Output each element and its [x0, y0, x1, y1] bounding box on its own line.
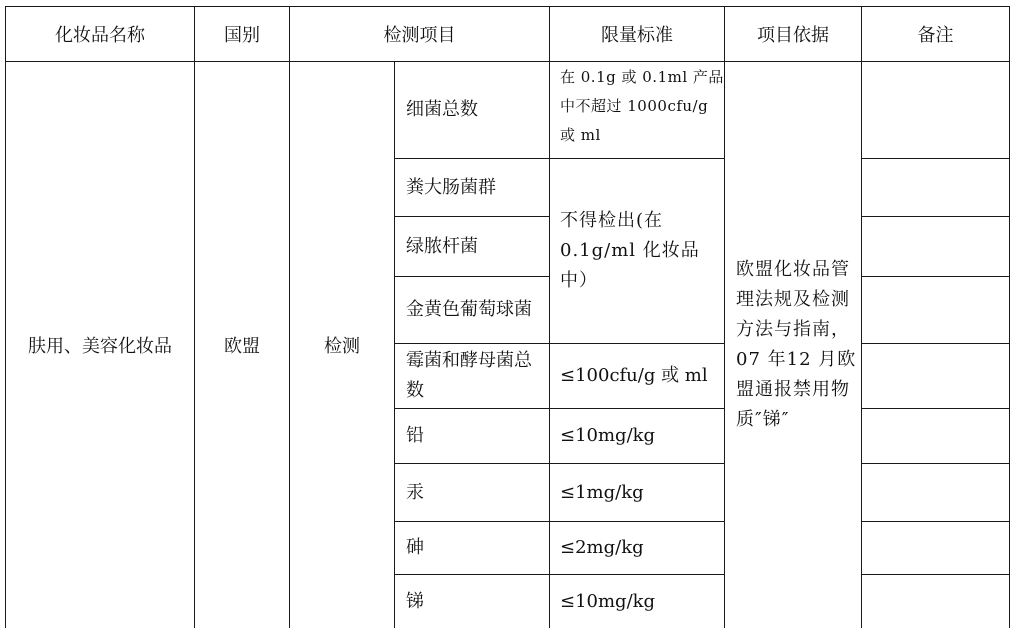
header-row — [6, 7, 1010, 62]
item-cell: 金黄色葡萄球菌 — [395, 277, 550, 344]
basis-cell: 欧盟化妆品管理法规及检测方法与指南，07 年12 月欧盟通报禁用物质″锑″ — [725, 62, 862, 629]
item-cell: 砷 — [395, 522, 550, 575]
note-cell — [862, 464, 1010, 522]
country-cell: 欧盟 — [195, 62, 290, 629]
item-cell: 粪大肠菌群 — [395, 159, 550, 217]
note-cell — [862, 217, 1010, 277]
category-cell: 检测 — [290, 62, 395, 629]
limit-cell: 在 0.1g 或 0.1ml 产品中不超过 1000cfu/g 或 ml — [550, 62, 725, 159]
header-test-item: 检测项目 — [290, 7, 550, 62]
note-cell — [862, 409, 1010, 464]
limit-cell: ≤100cfu/g 或 ml — [550, 344, 725, 409]
limit-cell: ≤10mg/kg — [550, 409, 725, 464]
product-name-cell: 肤用、美容化妆品 — [6, 62, 195, 629]
note-cell — [862, 344, 1010, 409]
header-note: 备注 — [862, 7, 1010, 62]
item-cell: 细菌总数 — [395, 62, 550, 159]
item-cell: 汞 — [395, 464, 550, 522]
limit-cell: ≤2mg/kg — [550, 522, 725, 575]
item-cell: 铅 — [395, 409, 550, 464]
note-cell — [862, 575, 1010, 629]
cosmetics-standard-table — [5, 6, 1010, 629]
header-basis: 项目依据 — [725, 7, 862, 62]
item-cell: 锑 — [395, 575, 550, 629]
limit-cell: ≤10mg/kg — [550, 575, 725, 629]
header-country: 国别 — [195, 7, 290, 62]
limit-cell: ≤1mg/kg — [550, 464, 725, 522]
merged-limit-cell: 不得检出(在 0.1g/ml 化妆品中） — [550, 159, 725, 344]
header-product-name: 化妆品名称 — [6, 7, 195, 62]
note-cell — [862, 159, 1010, 217]
item-cell: 绿脓杆菌 — [395, 217, 550, 277]
header-limit: 限量标准 — [550, 7, 725, 62]
table-row — [6, 62, 1010, 159]
note-cell — [862, 62, 1010, 159]
item-cell: 霉菌和酵母菌总数 — [395, 344, 550, 409]
note-cell — [862, 277, 1010, 344]
note-cell — [862, 522, 1010, 575]
